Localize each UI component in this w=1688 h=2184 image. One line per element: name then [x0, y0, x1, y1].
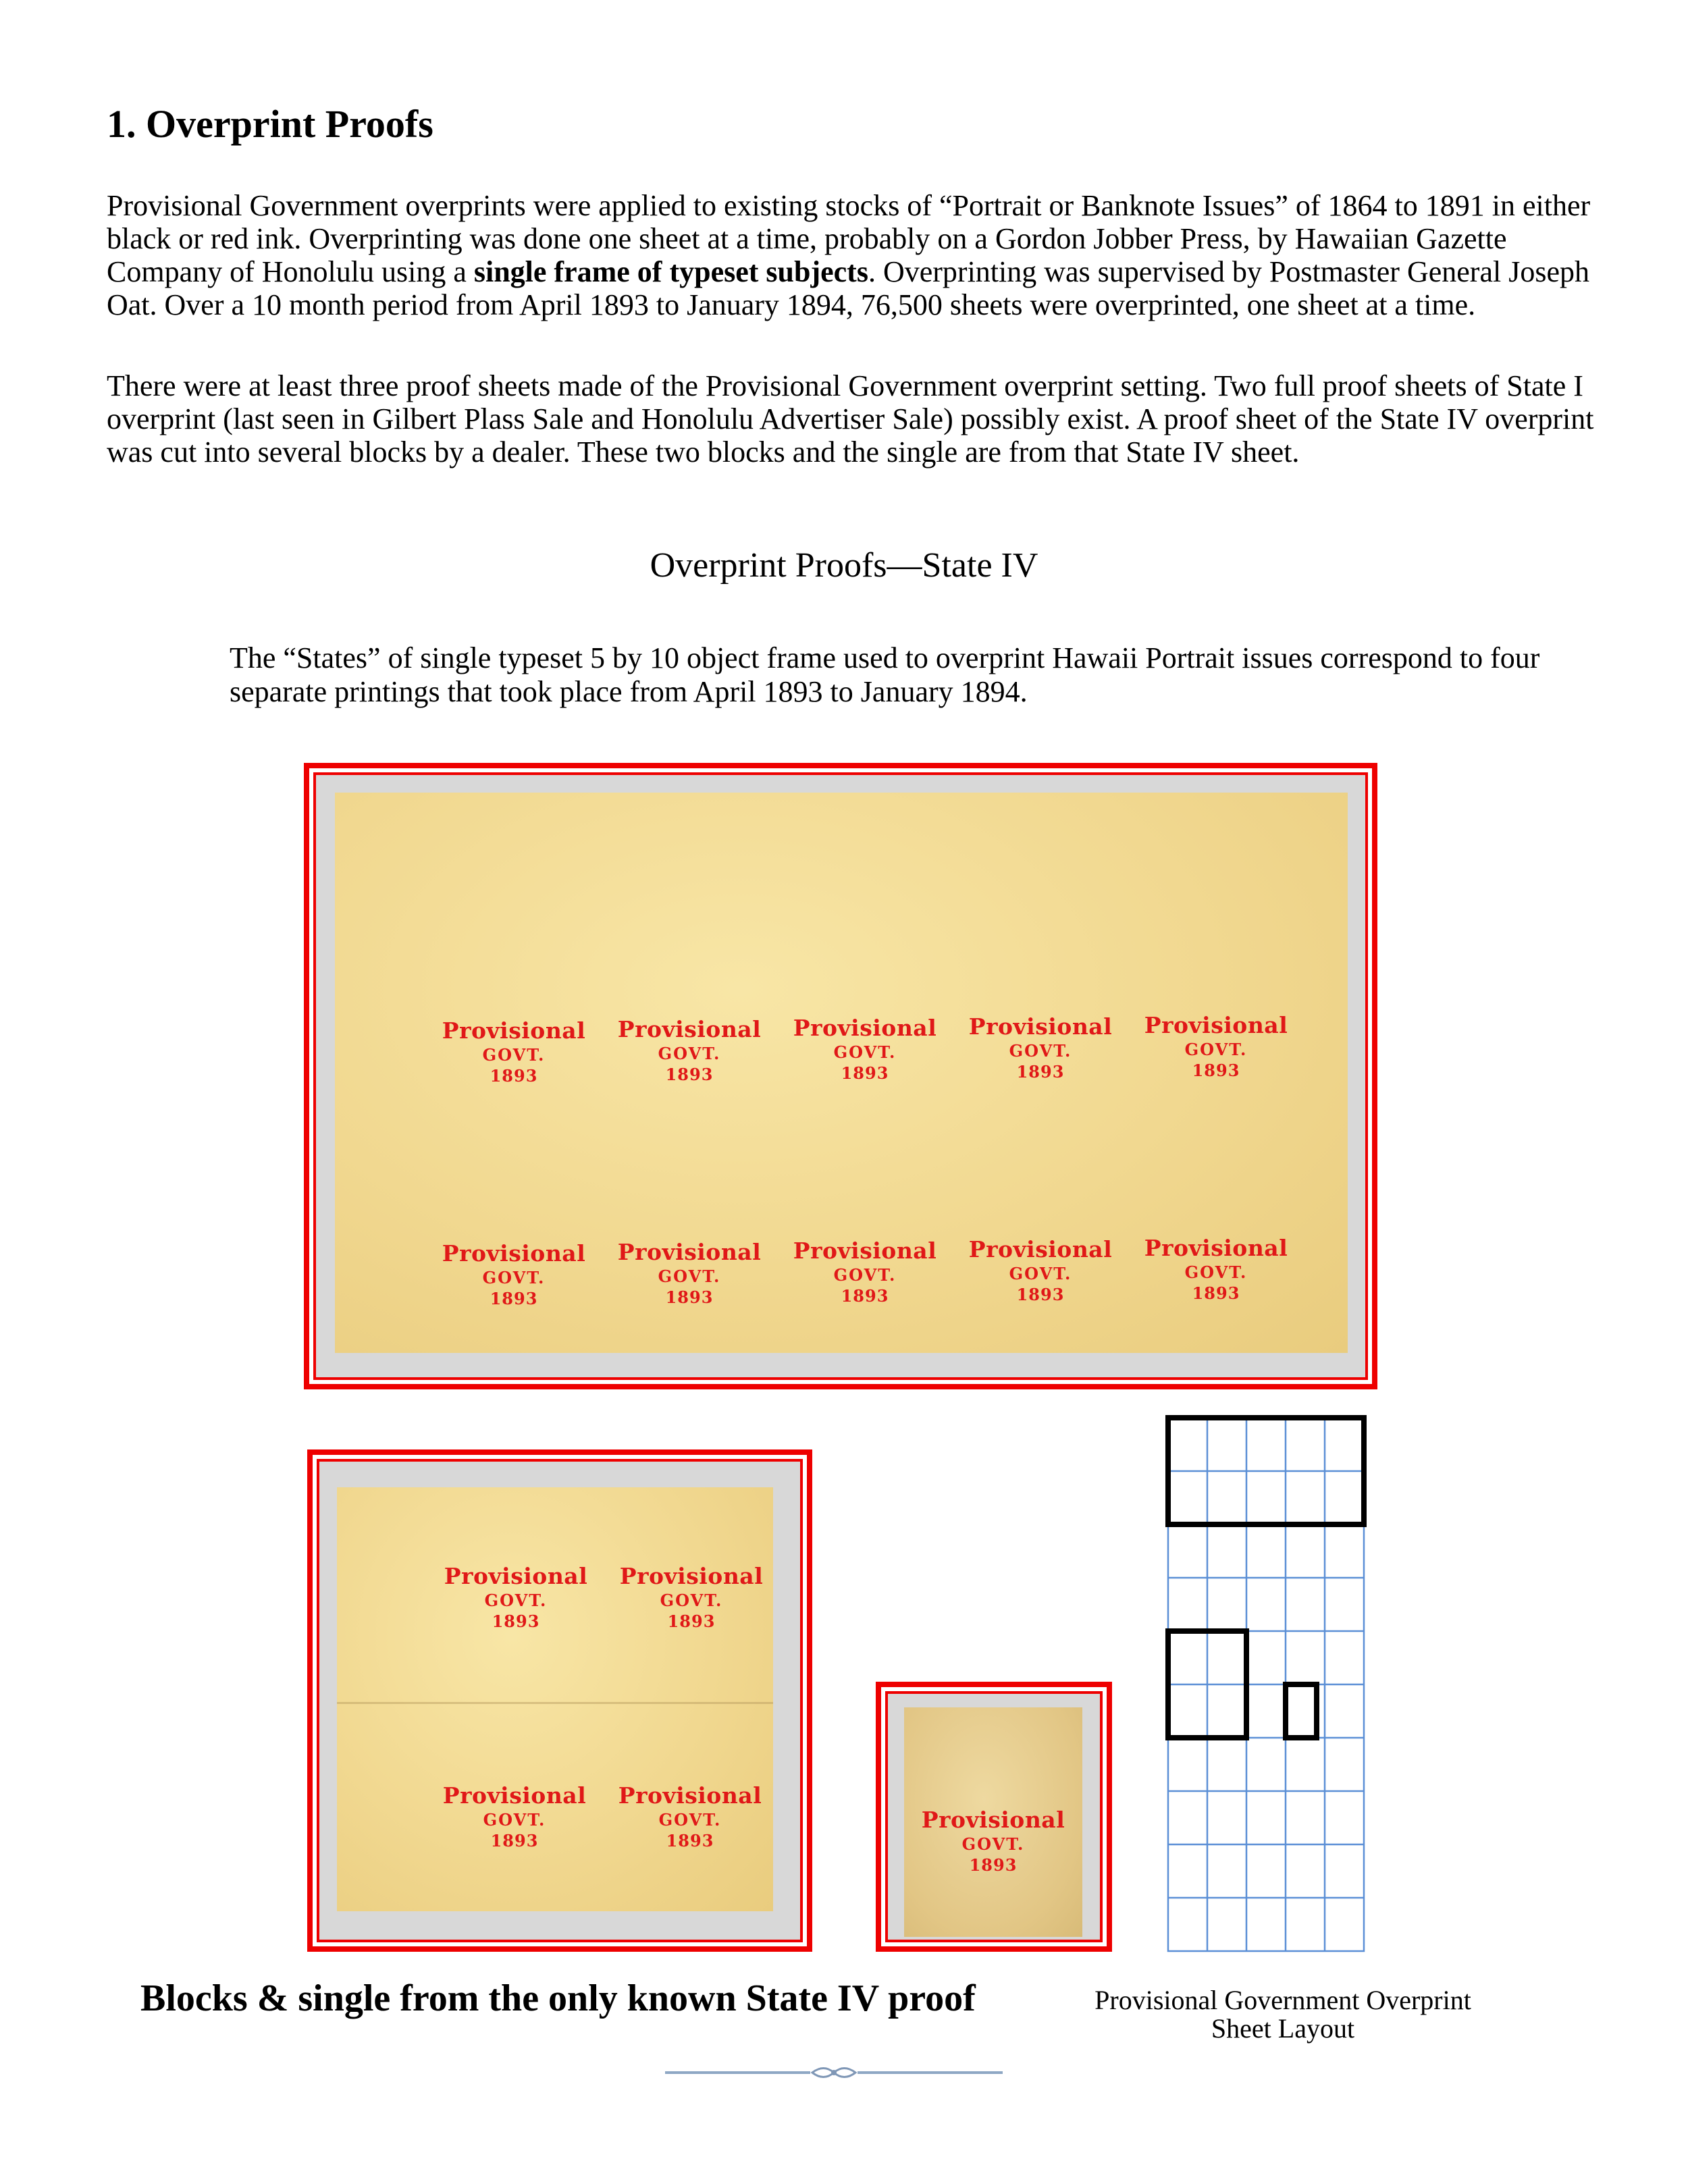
overprint-r2c4: Provisional GOVT. 1893	[968, 1236, 1113, 1304]
proof-sheets-paragraph: There were at least three proof sheets made of the Provisional Government overprint setting. Two full proof sheets of State I overprint (last seen in Gilbert Plass Sale and Honolulu Advertiser Sale) possibly exist. A proof sheet of the State IV overprint was cut into several blocks by a dealer. These two blocks and the single are from that State IV sheet.	[107, 369, 1594, 469]
intro-paragraph	[107, 189, 1606, 321]
sheet-layout-caption-line1: Provisional Government Overprint	[1094, 1985, 1471, 2015]
overprint-single: Provisional GOVT. 1893	[921, 1807, 1065, 1875]
blocks-caption: Blocks & single from the only known State IV proof	[140, 1977, 976, 2019]
overprint-block4-r1c2: Provisional GOVT. 1893	[619, 1563, 764, 1631]
overprint-block4-r1c1: Provisional GOVT. 1893	[444, 1563, 588, 1631]
block-of-ten-paper	[335, 793, 1348, 1353]
single-position	[1286, 1684, 1317, 1738]
overprint-block4-r2c2: Provisional GOVT. 1893	[618, 1782, 762, 1850]
block-of-four-frame	[307, 1449, 812, 1952]
sheet-layout-diagram	[1161, 1411, 1377, 1958]
overprint-r2c3: Provisional GOVT. 1893	[793, 1237, 937, 1306]
overprint-r2c5: Provisional GOVT. 1893	[1144, 1235, 1288, 1303]
sheet-layout-caption-line2: Sheet Layout	[1211, 2013, 1355, 2044]
overprint-r2c2: Provisional GOVT. 1893	[617, 1239, 762, 1307]
block-of-four-fold	[337, 1702, 773, 1704]
overprint-r2c1: Provisional GOVT. 1893	[442, 1240, 586, 1308]
single-mat	[885, 1691, 1103, 1942]
intro-text-2: . Overprinting was supervised by Postmaster General Joseph Oat. Over a 10 month period from April 1893 to January 1894, 76,500 sheets were overprinted, one sheet at a time.	[107, 255, 1589, 321]
intro-emphasis: single frame of typeset subjects	[473, 255, 868, 288]
block-of-ten-frame	[304, 763, 1377, 1389]
sheet-layout-caption	[1033, 1986, 1533, 2043]
single-frame	[876, 1682, 1112, 1952]
overprint-r1c3: Provisional GOVT. 1893	[793, 1015, 937, 1083]
block-of-ten-mat	[313, 772, 1368, 1380]
block-of-four-paper	[337, 1487, 773, 1911]
sheet-layout-grid	[1168, 1418, 1364, 1951]
overprint-r1c1: Provisional GOVT. 1893	[442, 1017, 586, 1086]
single-paper	[904, 1707, 1082, 1937]
states-note: The “States” of single typeset 5 by 10 object frame used to overprint Hawaii Portrait issues correspond to four separate printings that took place from April 1893 to January 1894.	[230, 641, 1540, 708]
page-title: 1. Overprint Proofs	[107, 102, 433, 146]
overprint-r1c4: Provisional GOVT. 1893	[968, 1013, 1113, 1082]
section-subheading: Overprint Proofs—State IV	[650, 546, 1038, 585]
overprint-r1c2: Provisional GOVT. 1893	[617, 1016, 762, 1084]
overprint-r1c5: Provisional GOVT. 1893	[1144, 1012, 1288, 1080]
intro-text-1: Provisional Government overprints were applied to existing stocks of “Portrait or Banknote Issues” of 1864 to 1891 in either black or red ink. Overprinting was done one sheet at a time, probably on a Gordon Jobber Press, by Hawaiian Gazette Company of Honolulu using a	[107, 189, 1591, 288]
block-of-four-mat	[317, 1459, 803, 1942]
ornamental-divider	[665, 2062, 1003, 2083]
overprint-block4-r2c1: Provisional GOVT. 1893	[442, 1782, 587, 1850]
